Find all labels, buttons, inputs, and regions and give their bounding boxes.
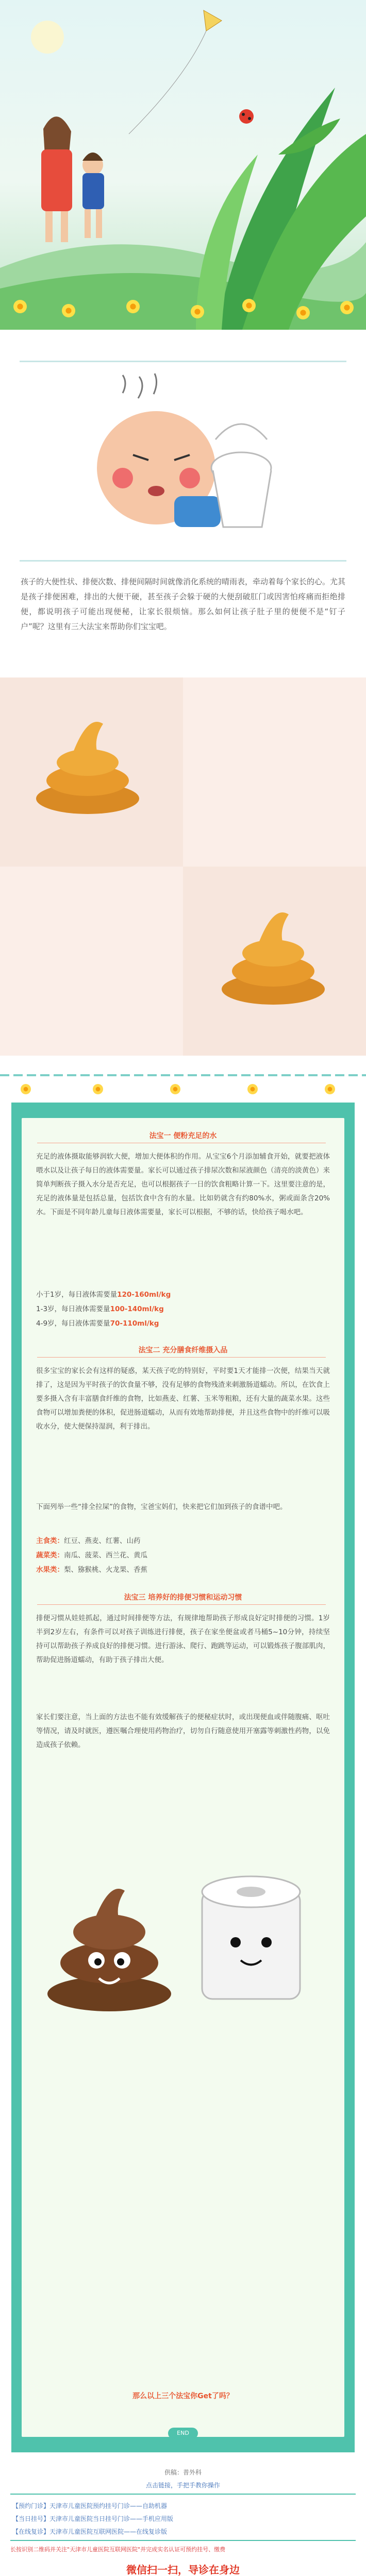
baby-on-potty-illustration <box>20 362 346 560</box>
divider <box>10 2494 356 2495</box>
section-underline <box>37 1357 326 1358</box>
section-paragraph: 很多宝宝的家长会有这样的疑惑，某天孩子吃的特别好，平时要1天才能排一次便，结果当天就排了，这是因为平时孩子的饮食量不够，没有足够的食物残渣来刺激肠道蠕动。所以，在饮食上要多摄入含有丰富膳食纤维的食物，比如燕麦、红薯、玉米等粗粮，还有大量的蔬菜水果。这些食物可以增加粪便的体积，促进肠道蠕动，从而有效地帮助排便，并且这些食物中的纤维可以吸收水分，使大便保持湿润，利于排出。 <box>36 1367 330 1431</box>
flower-icon <box>62 304 75 317</box>
section-paragraph: 家长们要注意，当上面的方法也不能有效缓解孩子的便秘症状时，或出现便血或伴随腹痛、呕吐等情况，请及时就医，遵医嘱合理使用药物治疗，切勿自行随意使用开塞露等刺激性药物，以免造成孩子依赖。 <box>36 1713 330 1749</box>
section-paragraph: 充足的液体摄取能够润软大便，增加大便体积的作用。从宝宝6个月添加辅食开始，就要把液体喂水以及让孩子每日的液体需要量。家长可以通过孩子排尿次数和尿液颜色（清亮的淡黄色）来简单判断孩子摄入水分是否充足，也可以根据孩子一日的饮食粗略计算一下。这里要注意的是，充足的液体量是包括总量，包括饮食中含有的水量。比如奶就含有约80%水，粥或面条含20%水。下面是不同年龄儿童每日液体需要量，家长可以根据，不够的话，快给孩子喝水吧。 <box>36 1153 330 1216</box>
age-row <box>36 1317 330 1331</box>
age-value: 70-110ml/kg <box>110 1319 159 1328</box>
food-row <box>36 1563 330 1577</box>
closing-question: 那么以上三个法宝你Get了吗？ <box>132 2392 234 2400</box>
hero-illustration <box>0 0 366 330</box>
link-appointment[interactable]: 【预约门诊】天津市儿童医院预约挂号门诊——自助机器 <box>12 2502 168 2510</box>
poop-and-toilet-paper-illustration <box>42 1850 324 2014</box>
section-title: 法宝三 培养好的排便习惯和运动习惯 <box>124 1594 242 1602</box>
flower-icon <box>340 301 354 314</box>
age-row <box>36 1302 330 1316</box>
section-title: 法宝一 便粉充足的水 <box>149 1132 217 1140</box>
grid-cell <box>183 677 366 867</box>
link-online-review[interactable]: 【在线复诊】天津市儿童医院互联网医院——在线复诊版 <box>12 2528 168 2535</box>
age-value: 120-160ml/kg <box>117 1291 171 1299</box>
grid-cell <box>0 867 183 1056</box>
link-same-day[interactable]: 【当日挂号】天津市儿童医院当日挂号门诊——手机应用版 <box>12 2515 174 2522</box>
age-row <box>36 1288 330 1302</box>
poop-icon <box>31 708 144 817</box>
flower-icon <box>247 1084 258 1094</box>
food-label: 蔬菜类： <box>36 1551 64 1560</box>
food-value: 梨、猕猴桃、火龙果、香蕉 <box>64 1566 147 1574</box>
tips-card-inner <box>22 1118 344 2437</box>
food-row <box>36 1534 330 1548</box>
poop-icon <box>217 899 330 1007</box>
flower-icon <box>13 300 27 313</box>
flower-icon <box>242 299 256 312</box>
section-paragraph: 排便习惯从娃娃抓起，通过时间排便等方法，有规律地帮助孩子形成良好定时排便的习惯。1岁半到2岁左右，有条件可以对孩子训练进行排便，孩子在家坐便盆或者马桶5~10分钟，持续坚持可以帮助孩子养成良好的排便习惯。进行游泳、爬行、跑跳等运动，可以锻炼孩子腹部肌肉，帮助促进肠道蠕动，有助于孩子排出大便。 <box>36 1614 330 1664</box>
food-row <box>36 1549 330 1563</box>
food-value: 南瓜、菠菜、西兰花、黄瓜 <box>64 1551 147 1560</box>
end-badge: END <box>168 2428 198 2439</box>
food-label: 水果类： <box>36 1566 64 1574</box>
flower-icon <box>296 306 310 319</box>
source-credit: 供稿：普外科 <box>164 2469 202 2476</box>
intro-paragraph: 孩子的大便性状、排便次数、排便间隔时间就像消化系统的晴雨表，牵动着每个家长的心。尤其是孩子排便困难，排出的大便干硬，甚至孩子会躲于硬的大便刮破肛门或因害怕疼痛而拒绝排便，都说明孩子可能出现便秘，让家长很烦恼。那么如何让孩子肚子里的便便不是“钉子户”呢？这里有三大法宝来帮助你们宝宝吧。 <box>21 577 346 631</box>
poop-illustration-grid <box>0 677 366 1056</box>
flower-icon <box>21 1084 31 1094</box>
dashed-divider <box>0 1074 366 1076</box>
hero-banner <box>0 0 366 330</box>
follow-link[interactable]: 点击链接，手把手教你操作 <box>145 2482 220 2489</box>
food-value: 红豆、燕麦、红薯、山药 <box>64 1537 141 1545</box>
divider <box>10 2540 356 2541</box>
section-underline <box>37 1604 326 1605</box>
flower-icon <box>191 305 204 318</box>
notice-text: 长按识别二维码并关注"天津市儿童医院互联网医院"并完成实名认证可预约挂号、缴费 <box>10 2546 226 2553</box>
flower-icon <box>170 1084 180 1094</box>
age-label: 小于1岁，每日液体需要量 <box>36 1291 118 1299</box>
age-label: 4-9岁，每日液体需要量 <box>36 1319 110 1328</box>
tips-card <box>11 1103 355 2452</box>
flower-icon <box>126 300 140 313</box>
qr-heading-1: 微信扫一扫，导诊在身边 <box>126 2564 240 2576</box>
food-label: 主食类： <box>36 1537 64 1545</box>
section-paragraph: 下面列举一些“排全拉屎”的食物，宝爸宝妈们，快来把它们加到孩子的食谱中吧。 <box>36 1503 287 1511</box>
age-value: 100-140ml/kg <box>110 1305 164 1313</box>
flower-icon <box>325 1084 335 1094</box>
age-label: 1-3岁，每日液体需要量 <box>36 1305 110 1313</box>
section-title: 法宝二 充分膳食纤维摄入品 <box>138 1346 228 1354</box>
baby-illustration-frame <box>20 361 346 562</box>
flower-icon <box>93 1084 103 1094</box>
